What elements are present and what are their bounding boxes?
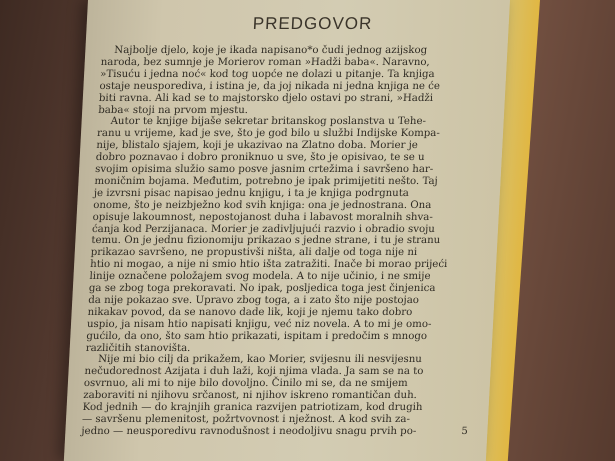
text-line: biti ravna. Ali kad se to majstorsko djelo ostavi po strani, »Hadži xyxy=(98,92,434,104)
text-line: htio ni mogao, a nije ni smio htio išta zatražiti. Inače bi morao prijeći xyxy=(89,259,448,271)
text-line: ga se zbog toga prekoravati. No ipak, posljedica toga jest činjenica xyxy=(88,283,436,294)
text-line: gućilo, da ono, što sam htio prikazati, ispitam i predočim s mnogo xyxy=(86,330,428,342)
text-line: ostaje neusporediva, i istina je, da joj nikada ni jedna knjiga ne će xyxy=(99,80,441,92)
text-line: baba« stoji na prvom mjestu. xyxy=(97,104,249,116)
text-line: Najbolje djelo, koje je ikada napisano*o čudi jednog azijskog xyxy=(101,45,428,56)
text-line: moničnim bojama. Međutim, potrebno je ipak primijetiti nešto. Taj xyxy=(94,175,439,187)
text-line: linije označene položajem svog modela. A to nije učinio, i ne smije xyxy=(89,271,431,283)
text-line: jedno — neusporedivu ravnodušnost i neodoljivu snagu prvih po- xyxy=(81,425,417,437)
text-line: Nije mi bio cilj da prikažem, kao Morier, svijesnu ili nesvijesnu xyxy=(84,354,423,366)
text-line: da nije pokazao sve. Upravo zbog toga, a i zato što nije postojao xyxy=(87,294,420,306)
text-line: zaboraviti ni njihovu srčanost, ni njihov iskreno romantičan duh. xyxy=(82,390,418,402)
text-line: — savršenu plemenitost, požrtvovnost i nježnost. A kod svih za- xyxy=(81,413,411,425)
page-number: 5 xyxy=(461,426,469,437)
text-line: opisuje lakoumnost, nepostojanost duha i labavost moralnih shva- xyxy=(92,211,434,223)
text-line: nečudorednost Azijata i duh laži, koji njima vlada. Ja sam se na to xyxy=(84,366,424,378)
text-line: svojim opisima služio samo posve jasnim crtežima i savršeno har- xyxy=(94,164,434,175)
text-line: osvrnuo, ali mi to nije bilo dovoljno. Činilo mi se, da ne smijem xyxy=(83,378,409,390)
text-line: uspio, ja nisam htio napisati knjigu, već niz novela. A to mi je omo- xyxy=(86,318,432,330)
text-line: nije, blistalo sjajem, koji je ukazivao na Zlatno doba. Morier je xyxy=(96,140,419,152)
text-line: Autor te knjige bijaše sekretar britanskog poslanstva u Tehe- xyxy=(97,116,427,128)
page-title: PREDGOVOR xyxy=(252,14,373,33)
text-line: je izvrsni pisac napisao jednu knjigu, i ta je knjiga podrgnuta xyxy=(93,187,410,199)
text-line: naroda, bez sumnje je Morierov roman »Hadži baba«. Naravno, xyxy=(100,56,431,68)
text-line: prikazao savršeno, ne propustivši ništa, ali dalje od toga nije ni xyxy=(90,247,418,259)
text-line: Kod jednih — do krajnjih granica razvijen patriotizam, kod drugih xyxy=(82,402,423,413)
text-line: dobro poznavao i dobro proniknuo u sve, što je opisivao, te se u xyxy=(95,152,425,164)
text-line: »Tisuću i jedna noć« kod tog uopće ne dolazi u pitanje. Ta knjiga xyxy=(99,68,435,80)
text-line: različitih stanovišta. xyxy=(85,342,191,354)
text-line: ranu u vrijeme, kad je sve, što je god bilo u službi Indijske Kompa- xyxy=(96,128,441,140)
text-line: temu. On je jednu fizionomiju prikazao s jedne strane, i tu je stranu xyxy=(91,235,441,247)
text-line: ćanja kod Perzijanaca. Morier je zadivljujući razvio i obradio svoju xyxy=(91,223,436,235)
page-content xyxy=(80,0,496,461)
book-page xyxy=(64,0,510,461)
text-line: nikakav povod, da se nanovo dade lik, koji je njemu tako dobro xyxy=(87,306,413,318)
text-line: onome, što je neizbježno kod svih knjiga: ona je jednostrana. Ona xyxy=(92,199,432,211)
